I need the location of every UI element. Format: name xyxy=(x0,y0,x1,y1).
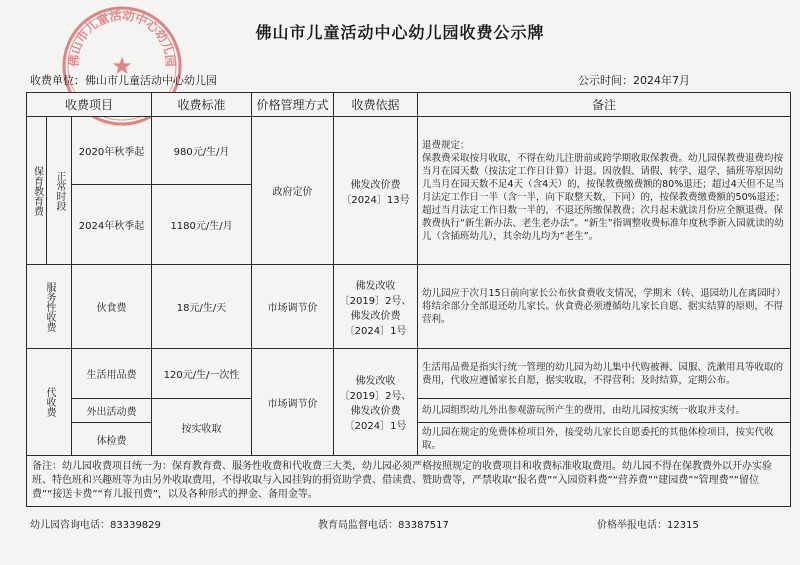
service-category: 服务性收费 xyxy=(27,265,72,349)
header-row xyxy=(27,93,791,117)
fee-table xyxy=(26,92,791,507)
care-mgmt: 政府定价 xyxy=(252,117,334,265)
care-note-title: 退费规定： xyxy=(422,139,470,151)
service-basis: 佛发改收〔2019〕2号、佛发改价费〔2024〕1号 xyxy=(334,265,418,349)
care-subcategory: 正常时段 xyxy=(47,117,72,265)
kindergarten-phone: 幼儿园咨询电话：83339829 xyxy=(30,520,161,531)
service-price: 18元/生/天 xyxy=(152,265,252,349)
publish-date: 公示时间：2024年7月 xyxy=(578,74,690,87)
care-basis: 佛发改价费〔2024〕13号 xyxy=(334,117,418,265)
service-mgmt: 市场调节价 xyxy=(252,265,334,349)
collect-shared-price: 按实收取 xyxy=(152,399,252,456)
collect-row-1 xyxy=(27,349,791,399)
header-basis: 收费依据 xyxy=(334,93,418,117)
collect-note-2: 幼儿园组织幼儿外出参观游玩所产生的费用，由幼儿园按实统一收取并支付。 xyxy=(418,399,791,423)
charging-unit: 收费单位：佛山市儿童活动中心幼儿园 xyxy=(30,74,217,87)
care-row-1 xyxy=(27,117,791,185)
footer-note: 备注：幼儿园收费项目统一为：保育教育费、服务性收费和代收费三大类，幼儿园必须严格按照规定的收费项目和收费标准收取费用。幼儿园不得在保教费外以开办实验班、特色班和兴趣班等为由另外收取费用，不得收取与入园挂钩的捐资助学费、借读费、赞助费等，严禁收取“报名费”“入园资料费”“营养费”“建园费”“管理费”“留位费”“接送卡费”“育儿报刊费”，以及各种形式的押金、备用金等。 xyxy=(27,456,791,507)
care-note-body: 保教费采取按月收取，不得在幼儿注册前或跨学期收取保教费。幼儿园保教费退费均按当月在园天数（按法定工作日计算）计退。因放假、请假、转学、退学、插班等原因幼儿当月在园天数不足4天（含4天）的，按保教费缴费额的80%退还；超过4天但不足当月法定工作日一半（含一半，向下取整天数，下同）的，按保教费缴费额的50%退还；超过当月法定工作日数一半的，不退还所缴保教费；次月起未就读月份应全额退费。保教费执行“新生新办法、老生老办法”。“新生”指调整收费标准年度秋季新入园就读的幼儿（含插班幼儿），其余幼儿均为“老生”。 xyxy=(422,152,786,242)
header-mgmt: 价格管理方式 xyxy=(252,93,334,117)
care-2020-name: 2020年秋季起 xyxy=(72,117,152,185)
care-note xyxy=(418,117,791,265)
collect-item-2: 外出活动费 xyxy=(72,399,152,423)
footer-note-row xyxy=(27,456,791,507)
care-2020-price: 980元/生/月 xyxy=(152,117,252,185)
collect-note-3: 幼儿园在规定的免费体检项目外，接受幼儿家长自愿委托的其他体检项目，按实代收取。 xyxy=(418,423,791,456)
collect-item-1: 生活用品费 xyxy=(72,349,152,399)
svg-text:佛山市儿童活动中心幼儿园: 佛山市儿童活动中心幼儿园 xyxy=(66,8,178,68)
service-name: 伙食费 xyxy=(72,265,152,349)
collect-note-1: 生活用品费是指实行统一管理的幼儿园为幼儿集中代购被褥、园服、洗漱用具等收取的费用，代收应遵循家长自愿，据实收取，不得营利；及时结算，定期公布。 xyxy=(418,349,791,399)
collect-price-1: 120元/生/一次性 xyxy=(152,349,252,399)
svg-text:★: ★ xyxy=(111,52,133,80)
service-row xyxy=(27,265,791,349)
care-2024-name: 2024年秋季起 xyxy=(72,185,152,265)
care-2024-price: 1180元/生/月 xyxy=(152,185,252,265)
page-title: 佛山市儿童活动中心幼儿园收费公示牌 xyxy=(255,23,545,42)
care-category: 保育教育费 xyxy=(27,117,47,265)
service-note: 幼儿园应于次月15日前向家长公布伙食费收支情况，学期末（转、退园幼儿在离园时）将结余部分全部退还幼儿家长。伙食费必须遵循幼儿家长自愿、据实结算的原则，不得营利。 xyxy=(418,265,791,349)
collect-item-3: 体检费 xyxy=(72,423,152,456)
header-item: 收费项目 xyxy=(27,93,152,117)
collect-basis: 佛发改收〔2019〕2号、佛发改价费〔2024〕1号 xyxy=(334,349,418,456)
header-note: 备注 xyxy=(418,93,791,117)
collect-mgmt: 市场调节价 xyxy=(252,349,334,456)
header-standard: 收费标准 xyxy=(152,93,252,117)
collect-category: 代收费 xyxy=(27,349,72,456)
price-report-phone: 价格举报电话：12315 xyxy=(597,520,699,531)
education-phone: 教育局监督电话：83387517 xyxy=(318,520,449,531)
